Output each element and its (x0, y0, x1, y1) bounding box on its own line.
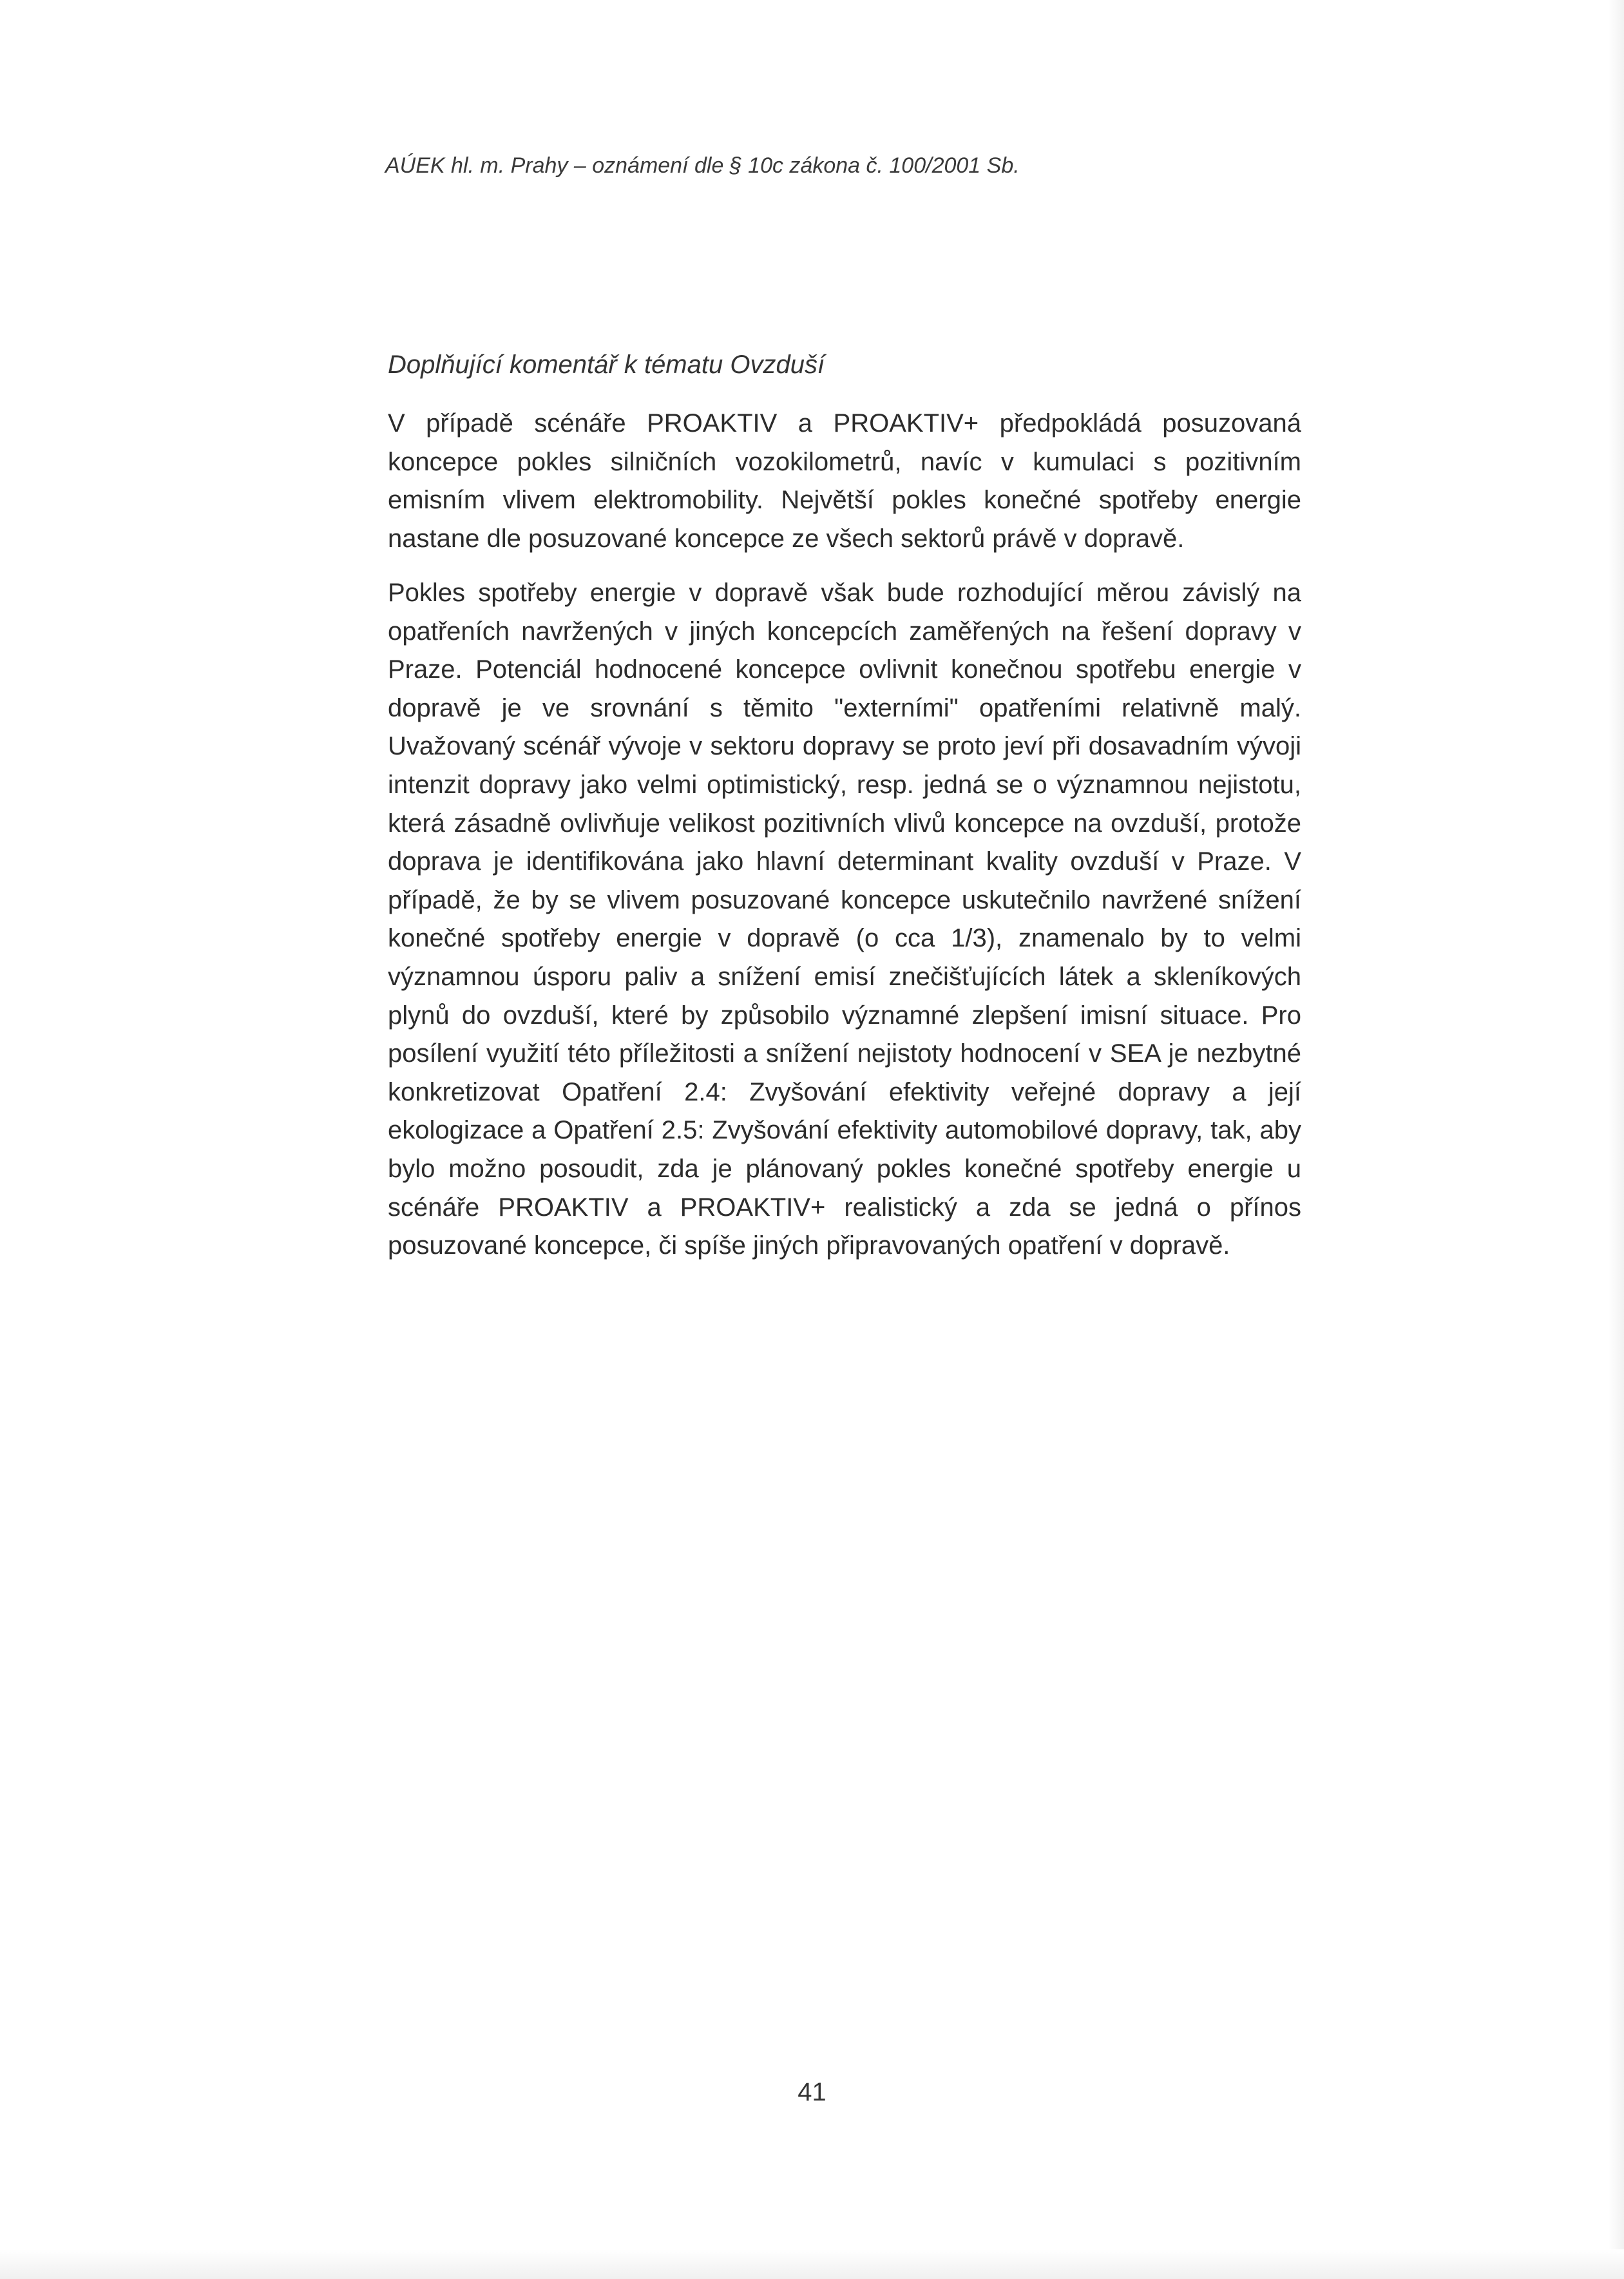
body-paragraph: Pokles spotřeby energie v dopravě však bude rozhodující měrou závislý na opatřeních navržených v jiných koncepcích zaměřených na řešení dopravy v Praze. Potenciál hodnocené koncepce ovlivnit konečnou spotřebu energie v dopravě je ve srovnání s těmito "externími" opatřeními relativně malý. Uvažovaný scénář vývoje v sektoru dopravy se proto jeví při dosavadním vývoji intenzit dopravy jako velmi optimistický, resp. jedná se o významnou nejistotu, která zásadně ovlivňuje velikost pozitivních vlivů koncepce na ovzduší, protože doprava je identifikována jako hlavní determinant kvality ovzduší v Praze. V případě, že by se vlivem posuzované koncepce uskutečnilo navržené snížení konečné spotřeby energie v dopravě (o cca 1/3), znamenalo by to velmi významnou úsporu paliv a snížení emisí znečišťujících látek a skleníkových plynů do ovzduší, které by způsobilo významné zlepšení imisní situace. Pro posílení využití této příležitosti a snížení nejistoty hodnocení v SEA je nezbytné konkretizovat Opatření 2.4: Zvyšování efektivity veřejné dopravy a její ekologizace a Opatření 2.5: Zvyšování efektivity automobilové dopravy, tak, aby bylo možno posoudit, zda je plánovaný pokles konečné spotřeby energie u scénáře PROAKTIV a PROAKTIV+ realistický a zda se jedná o přínos posuzované koncepce, či spíše jiných připravovaných opatření v dopravě. (388, 579, 1301, 1260)
page-number: 41 (798, 2078, 826, 2106)
body-paragraph: V případě scénáře PROAKTIV a PROAKTIV+ předpokládá posuzovaná koncepce pokles silničních vozokilometrů, navíc v kumulaci s pozitivním emisním vlivem elektromobility. Největší pokles konečné spotřeby energie nastane dle posuzované koncepce ze všech sektorů právě v dopravě. (388, 409, 1301, 553)
running-header: AÚEK hl. m. Prahy – oznámení dle § 10c zákona č. 100/2001 Sb. (385, 153, 1020, 178)
section-heading: Doplňující komentář k tématu Ovzduší (388, 351, 825, 379)
scan-bottom-shadow (0, 2249, 1624, 2279)
scan-edge-shadow (1609, 0, 1624, 2279)
